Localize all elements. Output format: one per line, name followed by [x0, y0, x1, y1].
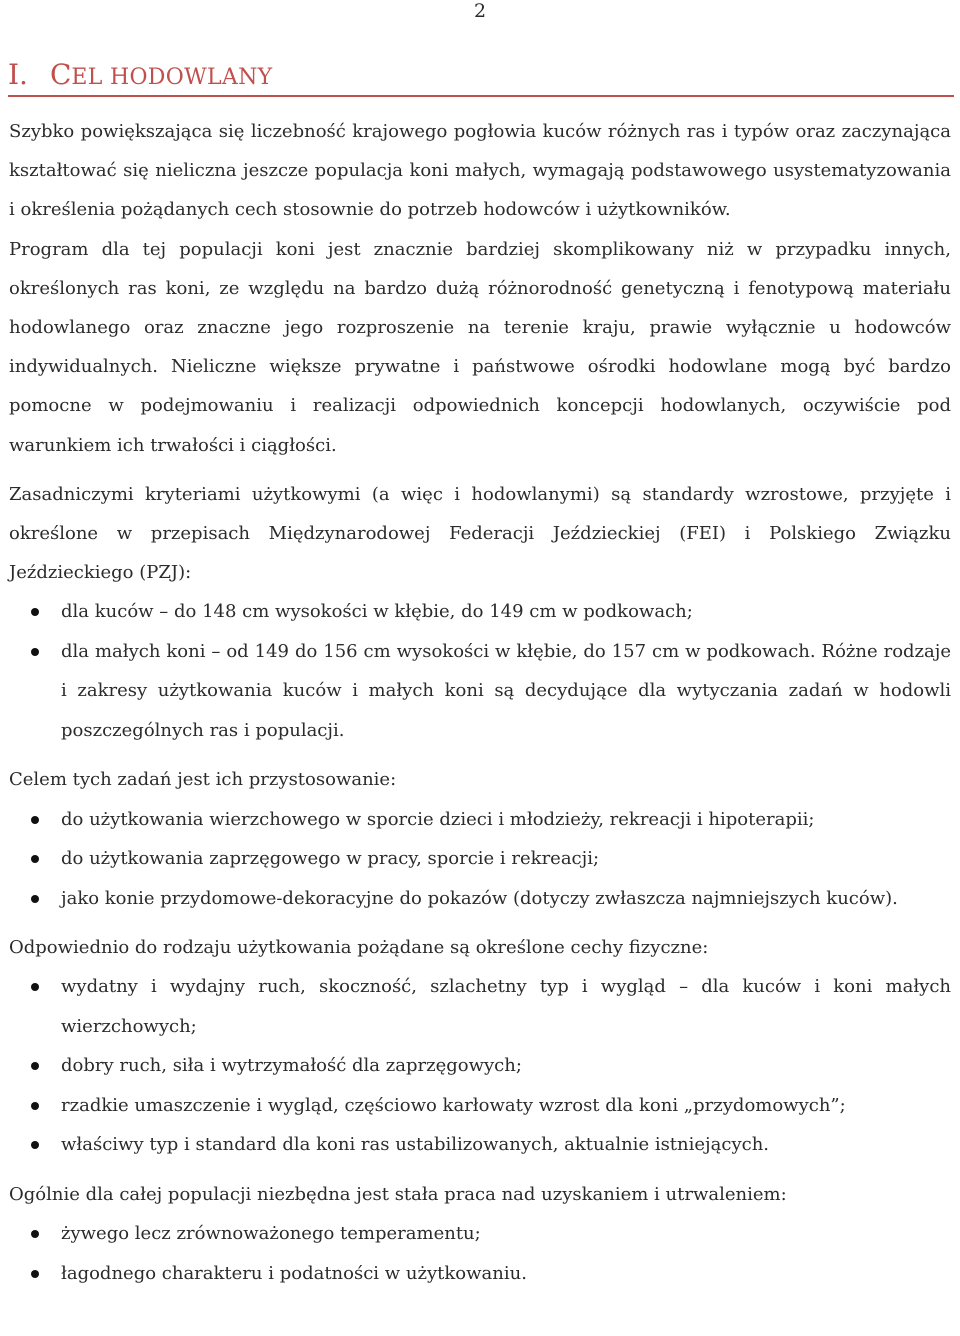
list-item: dla kuców – do 148 cm wysokości w kłębie, do 149 cm w podkowach; — [9, 592, 951, 632]
list-item: jako konie przydomowe-dekoracyjne do pokazów (dotyczy zwłaszcza najmniejszych kuców). — [9, 879, 951, 919]
heading-number: I. — [8, 58, 28, 91]
bullet-icon — [31, 983, 39, 991]
bullet-icon — [31, 1270, 39, 1278]
list-item: żywego lecz zrównoważonego temperamentu; — [9, 1214, 951, 1254]
bullet-icon — [31, 855, 39, 863]
bullet-icon — [31, 608, 39, 616]
list-item: rzadkie umaszczenie i wygląd, częściowo karłowaty wzrost dla koni „przydomowych”; — [9, 1086, 951, 1126]
list-item: do użytkowania zaprzęgowego w pracy, sporcie i rekreacji; — [9, 839, 951, 879]
list-item: dla małych koni – od 149 do 156 cm wysokości w kłębie, do 157 cm w podkowach. Różne rodzaje i zakresy użytkowania kuców i małych koni są decydujące dla wytyczania zadań w hodowli poszczególnych ras i populacji. — [9, 632, 951, 751]
list-item: do użytkowania wierzchowego w sporcie dzieci i młodzieży, rekreacji i hipoterapii; — [9, 800, 951, 840]
paragraph-purposes-intro: Celem tych zadań jest ich przystosowanie: — [9, 769, 397, 791]
bullet-icon — [31, 648, 39, 656]
paragraph-criteria: Zasadniczymi kryteriami użytkowymi (a więc i hodowlanymi) są standardy wzrostowe, przyjęte i określone w przepisach Międzynarodowej Federacji Jeździeckiej (FEI) i Polskiego Związku Jeździeckiego (PZJ): — [9, 483, 951, 584]
purposes-list — [9, 800, 951, 919]
bullet-icon — [31, 1102, 39, 1110]
list-item: wydatny i wydajny ruch, skoczność, szlachetny typ i wygląd – dla kuców i koni małych wierzchowych; — [9, 967, 951, 1046]
bullet-icon — [31, 895, 39, 903]
document-body — [9, 112, 951, 1293]
bullet-icon — [31, 1230, 39, 1238]
heading-initial: C — [49, 58, 72, 91]
list-item: łagodnego charakteru i podatności w użytkowaniu. — [9, 1254, 951, 1294]
bullet-icon — [31, 1062, 39, 1070]
section-heading — [8, 58, 954, 97]
bullet-icon — [31, 816, 39, 824]
paragraph-intro: Szybko powiększająca się liczebność krajowego pogłowia kuców różnych ras i typów oraz zaczynająca kształtować się nieliczna jeszcze populacja koni małych, wymagają podstawowego usystematyzowania i określenia pożądanych cech stosownie do potrzeb hodowców i użytkowników. — [9, 121, 951, 221]
paragraph-general-intro: Ogólnie dla całej populacji niezbędna jest stała praca nad uzyskaniem i utrwaleniem: — [9, 1183, 787, 1205]
list-item: właściwy typ i standard dla koni ras ustabilizowanych, aktualnie istniejących. — [9, 1125, 951, 1165]
standards-list — [9, 592, 951, 750]
traits-list — [9, 967, 951, 1165]
page-number: 2 — [473, 0, 487, 22]
heading-title: EL HODOWLANY — [71, 65, 273, 90]
paragraph-traits-intro: Odpowiednio do rodzaju użytkowania pożądane są określone cechy fizyczne: — [9, 937, 709, 959]
list-item: dobry ruch, siła i wytrzymałość dla zaprzęgowych; — [9, 1046, 951, 1086]
paragraph-program: Program dla tej populacji koni jest znacznie bardziej skomplikowany niż w przypadku innych, określonych ras koni, ze względu na bardzo dużą różnorodność genetyczną i fenotypową materiału hodowlanego oraz znaczne jego rozproszenie na terenie kraju, prawie wyłącznie u hodowców indywidualnych. Nieliczne większe prywatne i państwowe ośrodki hodowlane mogą być bardzo pomocne w podejmowaniu i realizacji odpowiednich koncepcji hodowlanych, oczywiście pod warunkiem ich trwałości i ciągłości. — [9, 238, 951, 456]
bullet-icon — [31, 1141, 39, 1149]
general-list — [9, 1214, 951, 1293]
